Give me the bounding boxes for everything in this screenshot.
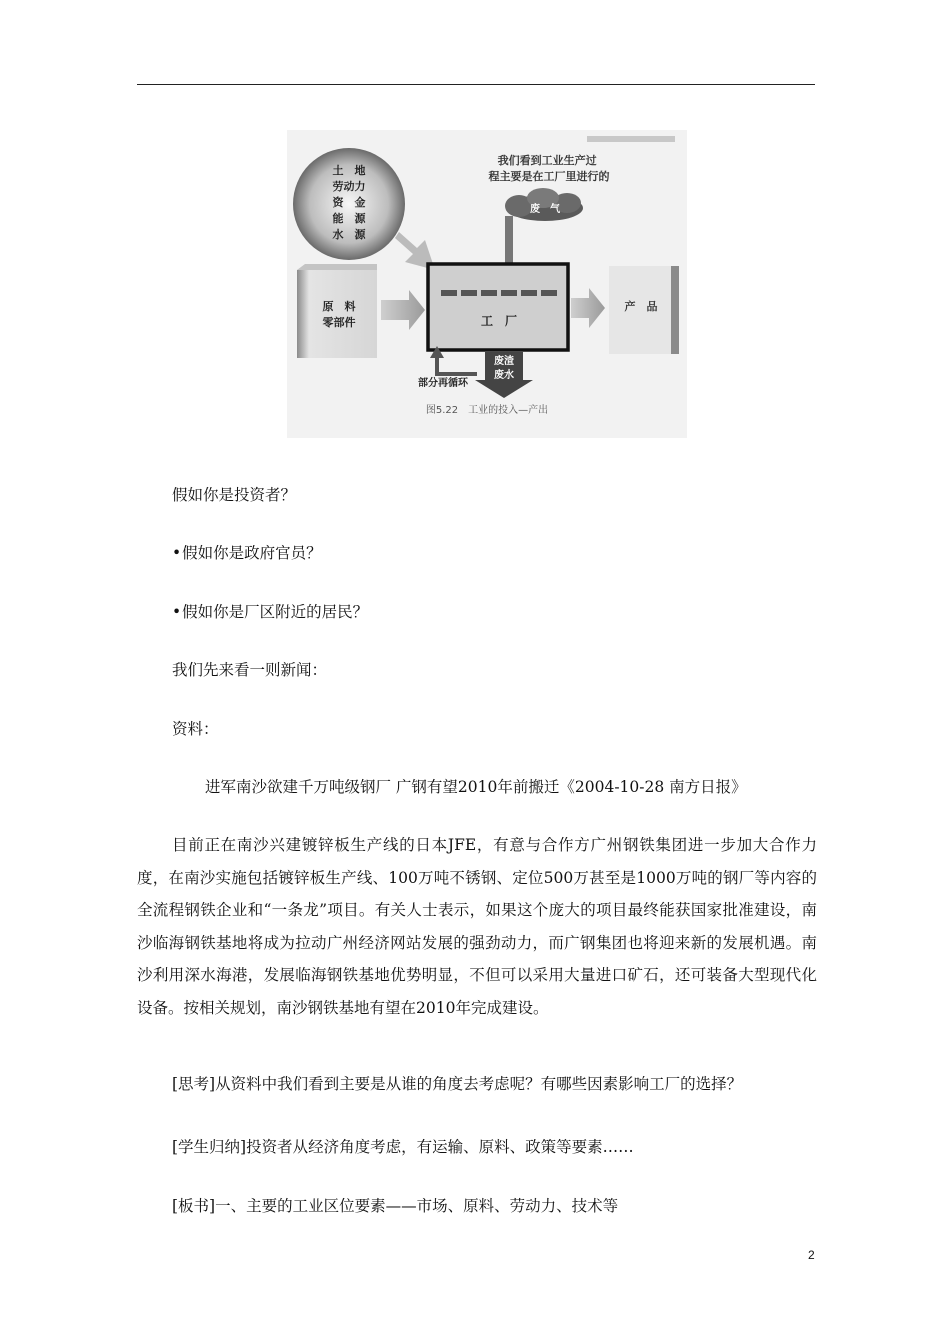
question-resident — [172, 602, 368, 622]
board-note: [板书]一、主要的工业区位要素——市场、原料、劳动力、技术等 — [172, 1197, 619, 1215]
factory-label: 工 厂 — [480, 314, 518, 328]
product-label: 产 品 — [624, 300, 658, 313]
figure-caption: 图5.22 工业的投入—产出 — [425, 405, 549, 416]
input-output-figure — [287, 130, 687, 438]
article-paragraph: 目前正在南沙兴建镀锌板生产线的日本JFE，有意与合作方广州钢铁集团进一步加大合作力度，在南沙实施包括镀锌板生产线、100万吨不锈钢、定位500万甚至是1000万吨的钢厂等内容的全流程钢铁企业和“一条龙”项目。有关人士表示，如果这个庞大的项目最终能获国家批准建设，南沙临海钢铁基地将成为拉动广州经济网站发展的强劲动力，而广钢集团也将迎来新的发展机遇。南沙利用深水海港，发展临海钢铁基地优势明显，不但可以采用大量进口矿石，还可装备大型现代化设备。按相关规划，南沙钢铁基地有望在2010年完成建设。 — [137, 836, 817, 1017]
figure-note-line: 程主要是在工厂里进行的 — [488, 170, 610, 183]
input-label: 资 金 — [332, 196, 366, 209]
raw-material-label: 原 料 — [322, 300, 356, 313]
chimney — [505, 216, 513, 264]
input-label: 劳动力 — [332, 180, 366, 193]
student-summary: [学生归纳]投资者从经济角度考虑，有运输、原料、政策等要素…… — [172, 1138, 634, 1156]
figure-tab — [587, 136, 675, 142]
input-label: 水 源 — [332, 228, 366, 241]
waste-gas-label: 废 气 — [530, 204, 560, 215]
input-label: 能 源 — [332, 212, 366, 225]
question-text: 假如你是政府官员？ — [182, 544, 322, 562]
bullet: • — [172, 544, 182, 562]
recycle-label: 部分再循环 — [418, 378, 468, 389]
raw-material-label: 零部件 — [322, 316, 356, 329]
news-intro: 我们先来看一则新闻： — [172, 661, 328, 679]
question-official — [172, 543, 322, 563]
waste-label: 废水 — [494, 370, 514, 381]
material-label: 资料： — [172, 720, 219, 738]
news-headline: 进军南沙欲建千万吨级钢厂 广钢有望2010年前搬迁《2004-10-28 南方日报》 — [205, 778, 747, 796]
bullet: • — [172, 603, 182, 621]
waste-label: 废渣 — [494, 356, 514, 367]
input-label: 土 地 — [332, 164, 366, 177]
factory-box — [428, 264, 568, 350]
page-number: 2 — [808, 1248, 815, 1262]
question-investor: 假如你是投资者？ — [172, 486, 297, 504]
header-rule — [137, 84, 815, 85]
figure-note-line: 我们看到工业生产过 — [497, 154, 597, 167]
figure-note — [489, 153, 610, 183]
product-arrow — [571, 288, 605, 328]
raw-material-box — [297, 270, 377, 358]
raw-arrow — [381, 290, 425, 330]
question-text: 假如你是厂区附近的居民？ — [182, 603, 369, 621]
think-prompt: [思考]从资料中我们看到主要是从谁的角度去考虑呢？有哪些因素影响工厂的选择？ — [172, 1075, 743, 1093]
